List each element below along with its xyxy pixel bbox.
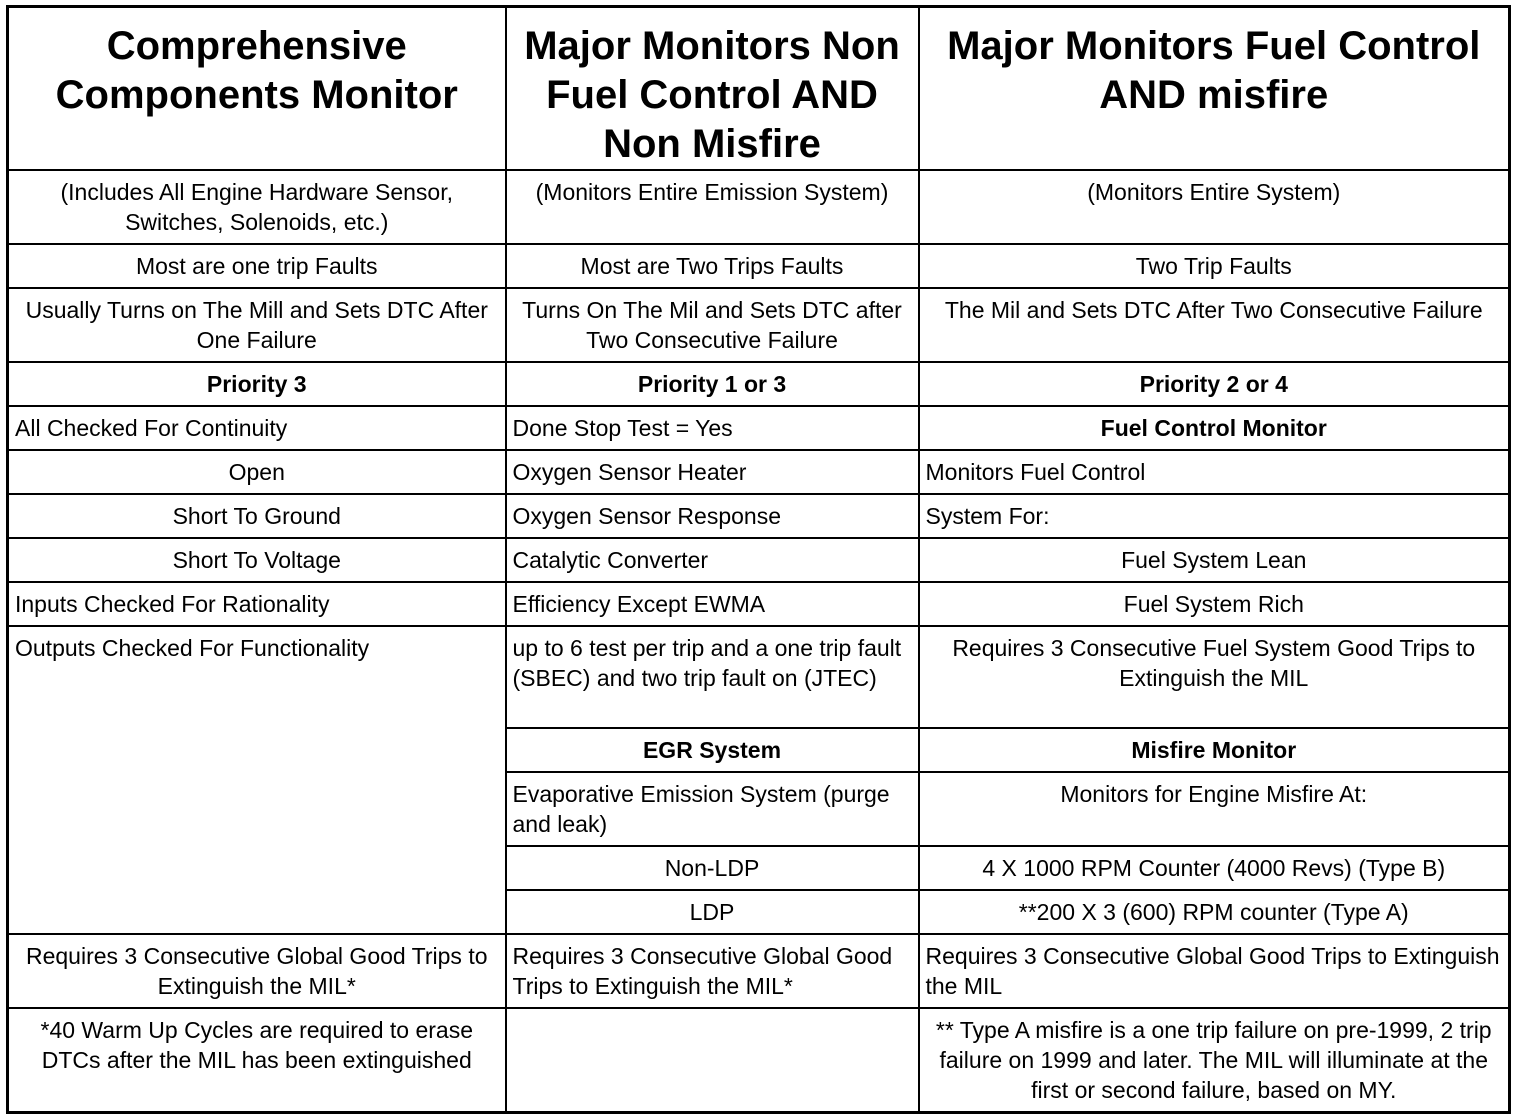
global-good-trips-cell: Requires 3 Consecutive Global Good Trips to Extinguish the MIL* [8, 934, 506, 1008]
priority-cell: Priority 1 or 3 [506, 362, 919, 406]
test-per-trip-cell: up to 6 test per trip and a one trip fault (SBEC) and two trip fault on (JTEC) [506, 626, 919, 728]
header-comprehensive: Comprehensive Components Monitor [8, 7, 506, 171]
monitors-table [6, 5, 1511, 1114]
scope-cell: (Monitors Entire System) [919, 170, 1510, 244]
mil-cell: Turns On The Mil and Sets DTC after Two Consecutive Failure [506, 288, 919, 362]
trips-cell: Most are Two Trips Faults [506, 244, 919, 288]
table-row [8, 406, 1510, 450]
evap-cell: Evaporative Emission System (purge and leak) [506, 772, 919, 846]
type-a-cell: **200 X 3 (600) RPM counter (Type A) [919, 890, 1510, 934]
scope-cell: (Includes All Engine Hardware Sensor, Switches, Solenoids, etc.) [8, 170, 506, 244]
fuel-lean-cell: Fuel System Lean [919, 538, 1510, 582]
footnote-row [8, 1008, 1510, 1113]
table-row [8, 934, 1510, 1008]
empty-footnote [506, 1008, 919, 1113]
mil-cell: Usually Turns on The Mill and Sets DTC After One Failure [8, 288, 506, 362]
non-ldp-cell: Non-LDP [506, 846, 919, 890]
global-good-trips-cell: Requires 3 Consecutive Global Good Trips to Extinguish the MIL* [506, 934, 919, 1008]
short-voltage-cell: Short To Voltage [8, 538, 506, 582]
misfire-monitor-heading: Misfire Monitor [919, 728, 1510, 772]
functionality-cell: Outputs Checked For Functionality [8, 626, 506, 934]
table-row [8, 582, 1510, 626]
continuity-cell: All Checked For Continuity [8, 406, 506, 450]
system-for-cell: System For: [919, 494, 1510, 538]
rationality-cell: Inputs Checked For Rationality [8, 582, 506, 626]
table-row [8, 170, 1510, 244]
egr-heading: EGR System [506, 728, 919, 772]
table-row [8, 494, 1510, 538]
table-row [8, 626, 1510, 728]
trips-cell: Most are one trip Faults [8, 244, 506, 288]
priority-cell: Priority 2 or 4 [919, 362, 1510, 406]
fuel-good-trips-cell: Requires 3 Consecutive Fuel System Good Trips to Extinguish the MIL [919, 626, 1510, 728]
priority-row [8, 362, 1510, 406]
priority-cell: Priority 3 [8, 362, 506, 406]
o2-heater-cell: Oxygen Sensor Heater [506, 450, 919, 494]
short-ground-cell: Short To Ground [8, 494, 506, 538]
table-row [8, 538, 1510, 582]
table-row [8, 450, 1510, 494]
type-a-footnote: ** Type A misfire is a one trip failure on pre-1999, 2 trip failure on 1999 and later. The MIL will illuminate at the first or second failure, based on MY. [919, 1008, 1510, 1113]
trips-cell: Two Trip Faults [919, 244, 1510, 288]
header-major-fuel: Major Monitors Fuel Control AND misfire [919, 7, 1510, 171]
monitors-fuel-cell: Monitors Fuel Control [919, 450, 1510, 494]
table-row [8, 288, 1510, 362]
fuel-rich-cell: Fuel System Rich [919, 582, 1510, 626]
mil-cell: The Mil and Sets DTC After Two Consecutive Failure [919, 288, 1510, 362]
open-cell: Open [8, 450, 506, 494]
type-b-cell: 4 X 1000 RPM Counter (4000 Revs) (Type B) [919, 846, 1510, 890]
global-good-trips-cell: Requires 3 Consecutive Global Good Trips to Extinguish the MIL [919, 934, 1510, 1008]
efficiency-cell: Efficiency Except EWMA [506, 582, 919, 626]
ldp-cell: LDP [506, 890, 919, 934]
catalytic-cell: Catalytic Converter [506, 538, 919, 582]
table-row [8, 244, 1510, 288]
header-row [8, 7, 1510, 171]
o2-response-cell: Oxygen Sensor Response [506, 494, 919, 538]
fuel-control-monitor-heading: Fuel Control Monitor [919, 406, 1510, 450]
header-major-non-fuel: Major Monitors Non Fuel Control AND Non Misfire [506, 7, 919, 171]
done-stop-cell: Done Stop Test = Yes [506, 406, 919, 450]
warmup-footnote: *40 Warm Up Cycles are required to erase DTCs after the MIL has been extinguished [8, 1008, 506, 1113]
scope-cell: (Monitors Entire Emission System) [506, 170, 919, 244]
misfire-at-cell: Monitors for Engine Misfire At: [919, 772, 1510, 846]
